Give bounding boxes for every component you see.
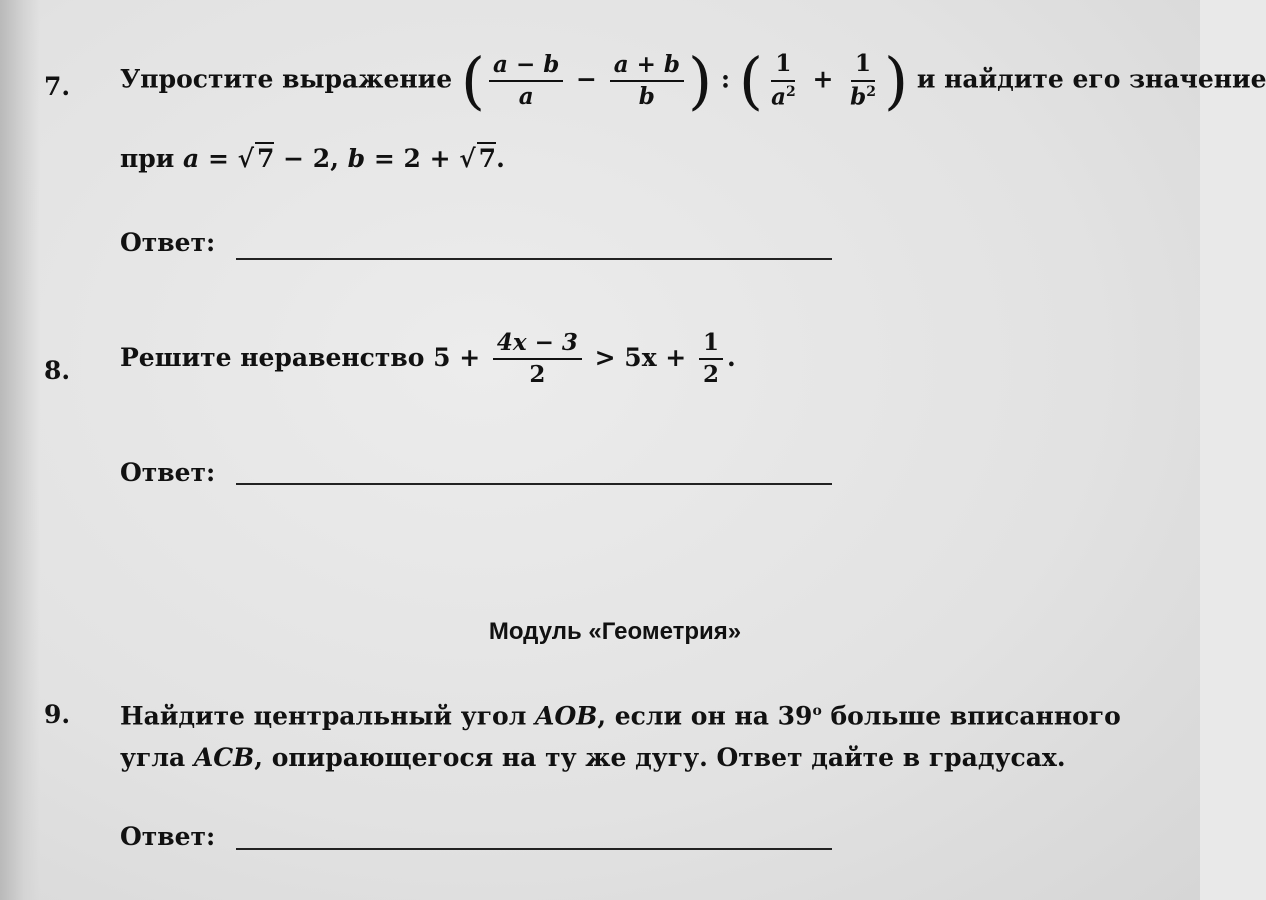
answer-line-8[interactable] <box>236 483 832 485</box>
answer-line-9[interactable] <box>236 848 832 850</box>
page-edge-shadow <box>0 0 40 900</box>
answer-label-9: Ответ: <box>120 822 216 851</box>
problem-9-text: Найдите центральный угол AOB, если он на 39$^o$ больше вписанного угла ACB, опирающегося на ту же дугу. Ответ дайте в градусах. <box>120 701 1121 773</box>
problem-8-number: 8. <box>44 356 71 385</box>
fraction-4x-minus-3-over-2: $\frac{4x - 3}{2}$ <box>493 330 582 389</box>
fraction-a-minus-b-over-a: $\frac{a - b}{a}$ <box>489 52 563 111</box>
open-paren: ( <box>460 44 486 117</box>
fraction-1-over-b-squared: $\frac{1}{b^2}$ <box>850 50 876 111</box>
fraction-1-over-a-squared: $\frac{1}{a^2}$ <box>771 50 796 111</box>
open-paren-2: ( <box>738 44 764 117</box>
close-paren: ) <box>687 44 713 117</box>
problem-7-values-line: при a = √ 7 − 2, b = 2 + √ 7. <box>120 144 505 173</box>
answer-label-8: Ответ: <box>120 458 216 487</box>
fraction-1-over-2: $\frac{1}{2}$ <box>699 330 723 389</box>
fraction-a-plus-b-over-b: $\frac{a + b}{b}$ <box>610 52 684 111</box>
problem-7-expression-line <box>120 44 1266 117</box>
problem-7-number: 7. <box>44 72 71 101</box>
problem-9-number: 9. <box>44 700 71 729</box>
problem-7-tail: и найдите его значение <box>916 64 1266 94</box>
plus-sign: + <box>812 64 834 94</box>
close-paren-2: ) <box>883 44 909 117</box>
answer-line-7[interactable] <box>236 258 832 260</box>
problem-7-intro: Упростите выражение <box>120 64 453 94</box>
module-title: Модуль «Геометрия» <box>488 618 742 645</box>
minus-sign: − <box>576 64 597 94</box>
division-colon: : <box>720 64 731 94</box>
problem-8-inequality-line: Решите неравенство 5 + $\frac{4x - 3}{2}$ > 5x + $\frac{1}{2}$ . <box>120 329 736 389</box>
answer-label-7: Ответ: <box>120 228 216 257</box>
